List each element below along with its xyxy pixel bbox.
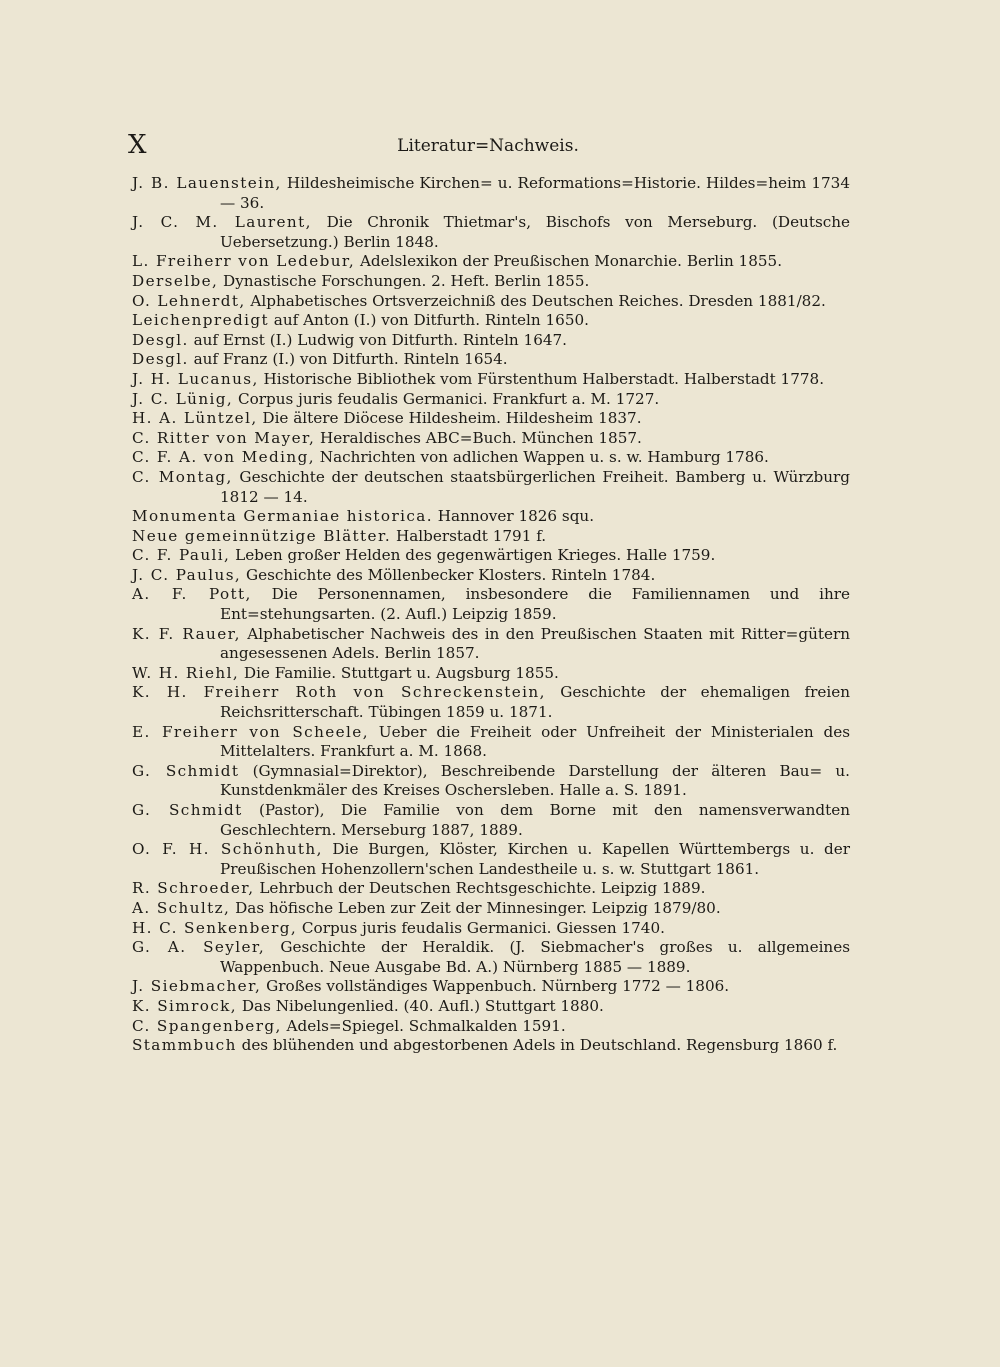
entry-author: C. Ritter von Mayer, — [132, 428, 316, 447]
bibliography-entry — [132, 997, 850, 1017]
bibliography-entry — [132, 566, 850, 586]
entry-details: Adelslexikon der Preußischen Monarchie. Berlin 1855. — [355, 252, 783, 271]
bibliography-entry — [132, 938, 850, 977]
bibliography-entry — [132, 1017, 850, 1037]
bibliography-entry — [132, 448, 850, 468]
bibliography-entry — [132, 664, 850, 684]
entry-author: J. C. Paulus, — [132, 565, 242, 584]
entry-details: auf Ernst (I.) Ludwig von Ditfurth. Rinteln 1647. — [188, 330, 568, 349]
bibliography-entry — [132, 546, 850, 566]
bibliography-entry — [132, 899, 850, 919]
entry-details: Hannover 1826 squ. — [432, 507, 595, 526]
bibliography-entry — [132, 370, 850, 390]
entry-author: A. F. Pott, — [132, 585, 252, 604]
bibliography-entry — [132, 390, 850, 410]
bibliography-entry — [132, 723, 850, 762]
entry-author: E. Freiherr von Scheele, — [132, 722, 369, 741]
bibliography-entry — [132, 507, 850, 527]
entry-details: auf Franz (I.) von Ditfurth. Rinteln 1654. — [188, 350, 508, 369]
bibliography-list — [132, 174, 850, 1056]
entry-details: Die Personennamen, insbesondere die Familiennamen und ihre Ent=stehungsarten. (2. Aufl.) Leipzig 1859. — [220, 585, 850, 624]
entry-author: K. H. Freiherr Roth von Schreckenstein, — [132, 683, 546, 702]
entry-details: Großes vollständiges Wappenbuch. Nürnberg 1772 — 1806. — [261, 977, 730, 996]
entry-details: Das Nibelungenlied. (40. Aufl.) Stuttgart 1880. — [237, 996, 604, 1015]
entry-details: Heraldisches ABC=Buch. München 1857. — [315, 428, 642, 447]
entry-details: Corpus juris feudalis Germanici. Giessen 1740. — [297, 918, 665, 937]
bibliography-entry — [132, 468, 850, 507]
entry-details: Dynastische Forschungen. 2. Heft. Berlin 1855. — [218, 271, 590, 290]
entry-details: Lehrbuch der Deutschen Rechtsgeschichte. Leipzig 1889. — [254, 879, 706, 898]
entry-author: L. Freiherr von Ledebur, — [132, 252, 356, 271]
entry-details: Hildesheimische Kirchen= u. Reformations=Historie. Hildes=heim 1734 — 36. — [220, 174, 850, 212]
entry-author: C. Spangenberg, — [132, 1016, 282, 1035]
entry-author: C. Montag, — [132, 467, 233, 486]
entry-details: Geschichte der ehemaligen freien Reichsritterschaft. Tübingen 1859 u. 1871. — [220, 683, 850, 722]
bibliography-entry — [132, 801, 850, 840]
entry-author: J. Siebmacher, — [132, 977, 262, 996]
entry-author: Monumenta Germaniae historica. — [132, 507, 433, 526]
bibliography-entry — [132, 977, 850, 997]
bibliography-entry — [132, 879, 850, 899]
entry-details: Adels=Spiegel. Schmalkalden 1591. — [281, 1016, 566, 1035]
entry-author: W. H. Riehl, — [132, 663, 240, 682]
entry-author: Stammbuch — [132, 1036, 237, 1055]
bibliography-entry — [132, 409, 850, 429]
bibliography-entry — [132, 350, 850, 370]
running-head: Literatur=Nachweis. — [397, 136, 579, 156]
entry-author: O. Lehnerdt, — [132, 291, 246, 310]
entry-details: Alphabetisches Ortsverzeichniß des Deutschen Reiches. Dresden 1881/82. — [245, 291, 826, 310]
bibliography-entry — [132, 762, 850, 801]
bibliography-entry — [132, 292, 850, 312]
entry-author: Desgl. — [132, 350, 189, 369]
bibliography-entry — [132, 683, 850, 722]
entry-author: K. Simrock, — [132, 996, 238, 1015]
entry-author: J. B. Lauenstein, — [132, 174, 282, 192]
bibliography-entry — [132, 174, 850, 213]
entry-author: K. F. Rauer, — [132, 624, 241, 643]
entry-details: Die Chronik Thietmar's, Bischofs von Merseburg. (Deutsche Uebersetzung.) Berlin 1848. — [220, 213, 851, 251]
bibliography-entry — [132, 1036, 850, 1056]
entry-author: R. Schroeder, — [132, 879, 255, 898]
entry-details: Die ältere Diöcese Hildesheim. Hildesheim 1837. — [257, 409, 642, 428]
bibliography-entry — [132, 585, 850, 624]
entry-author: Derselbe, — [132, 271, 219, 290]
bibliography-entry — [132, 840, 850, 879]
entry-author: C. F. Pauli, — [132, 546, 231, 565]
bibliography-entry — [132, 625, 850, 664]
entry-details: Halberstadt 1791 f. — [391, 526, 547, 545]
bibliography-entry — [132, 272, 850, 292]
entry-author: J. C. Lünig, — [132, 389, 234, 408]
entry-details: Ueber die Freiheit oder Unfreiheit der Ministerialen des Mittelalters. Frankfurt a. M. 1868. — [220, 722, 850, 761]
entry-author: H. A. Lüntzel, — [132, 409, 258, 428]
entry-details: Corpus juris feudalis Germanici. Frankfurt a. M. 1727. — [233, 389, 660, 408]
entry-author: J. C. M. Laurent, — [132, 213, 312, 232]
bibliography-entry — [132, 213, 850, 252]
entry-details: Die Familie. Stuttgart u. Augsburg 1855. — [239, 663, 559, 682]
entry-author: G. Schmidt — [132, 801, 243, 819]
bibliography-entry — [132, 919, 850, 939]
entry-details: Geschichte der deutschen staatsbürgerlichen Freiheit. Bamberg u. Würzburg 1812 — 14. — [220, 467, 850, 506]
entry-author: H. C. Senkenberg, — [132, 918, 298, 937]
entry-author: G. A. Seyler, — [132, 938, 266, 957]
entry-author: A. Schultz, — [132, 898, 231, 917]
entry-details: Die Burgen, Klöster, Kirchen u. Kapellen Württembergs u. der Preußischen Hohenzollern'schen Landestheile u. s. w. Stuttgart 1861. — [220, 840, 850, 878]
entry-details: Geschichte des Möllenbecker Klosters. Rinteln 1784. — [241, 565, 656, 584]
page-header — [128, 130, 848, 166]
entry-details: auf Anton (I.) von Ditfurth. Rinteln 1650. — [268, 311, 589, 330]
entry-author: G. Schmidt — [132, 761, 240, 780]
entry-author: Neue gemeinnützige Blätter. — [132, 526, 392, 545]
page-number: X — [128, 130, 148, 160]
entry-details: Nachrichten von adlichen Wappen u. s. w. Hamburg 1786. — [314, 448, 769, 467]
entry-author: O. F. H. Schönhuth, — [132, 840, 323, 859]
bibliography-entry — [132, 429, 850, 449]
entry-author: C. F. A. von Meding, — [132, 448, 315, 467]
entry-details: (Pastor), Die Familie von dem Borne mit den namensverwandten Geschlechtern. Merseburg 1887, 1889. — [220, 801, 850, 839]
entry-details: Historische Bibliothek vom Fürstenthum Halberstadt. Halberstadt 1778. — [258, 369, 825, 388]
entry-details: des blühenden und abgestorbenen Adels in Deutschland. Regensburg 1860 f. — [236, 1036, 838, 1055]
entry-details: (Gymnasial=Direktor), Beschreibende Darstellung der älteren Bau= u. Kunstdenkmäler des Kreises Oschersleben. Halle a. S. 1891. — [220, 761, 850, 800]
entry-details: Das höfische Leben zur Zeit der Minnesinger. Leipzig 1879/80. — [230, 898, 721, 917]
bibliography-entry — [132, 527, 850, 547]
entry-details: Leben großer Helden des gegenwärtigen Krieges. Halle 1759. — [230, 546, 716, 565]
entry-author: J. H. Lucanus, — [132, 369, 259, 388]
entry-details: Geschichte der Heraldik. (J. Siebmacher's großes u. allgemeines Wappenbuch. Neue Ausgabe Bd. A.) Nürnberg 1885 — 1889. — [220, 938, 850, 976]
entry-author: Desgl. — [132, 330, 189, 349]
entry-details: Alphabetischer Nachweis des in den Preußischen Staaten mit Ritter=gütern angesessenen Adels. Berlin 1857. — [220, 624, 850, 663]
bibliography-entry — [132, 311, 850, 331]
bibliography-entry — [132, 252, 850, 272]
entry-author: Leichenpredigt — [132, 311, 269, 330]
bibliography-entry — [132, 331, 850, 351]
